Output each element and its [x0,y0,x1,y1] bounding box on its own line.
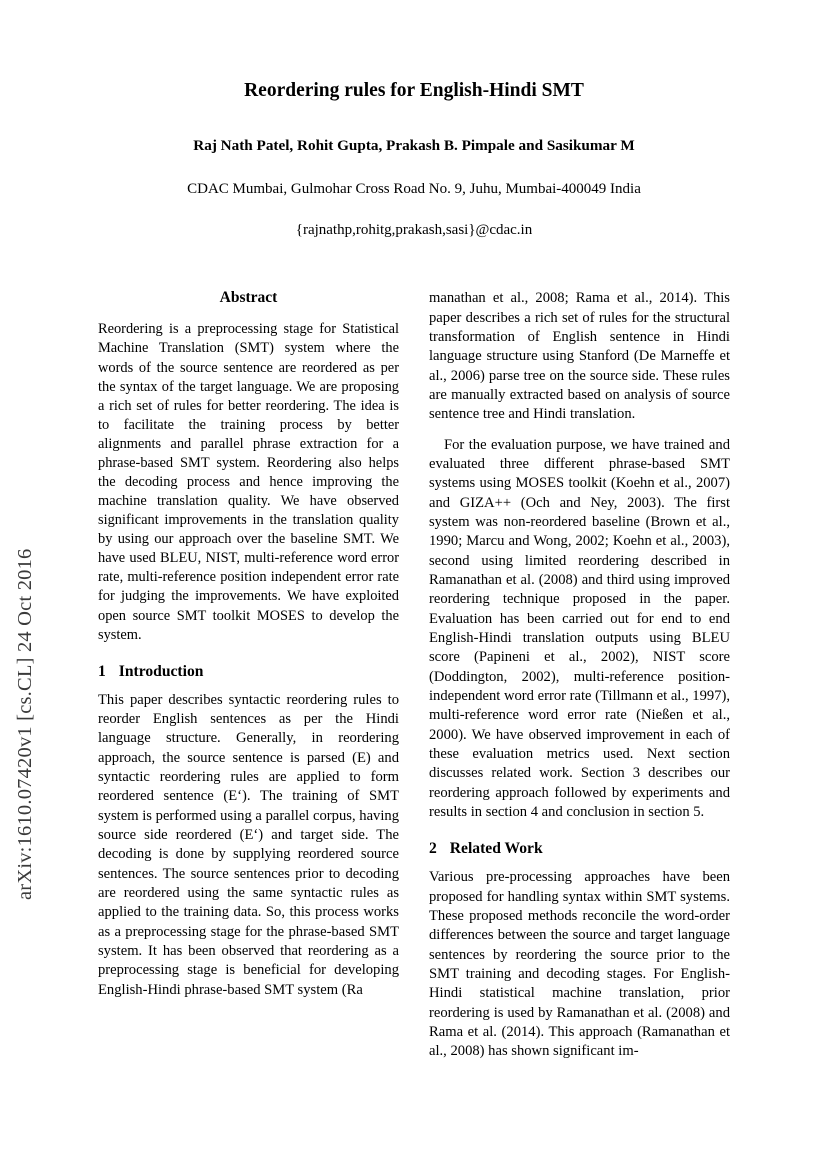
section-number: 2 [429,840,437,858]
paragraph: For the evaluation purpose, we have trained and evaluated three different phrase-based SMT systems using MOSES toolkit (Koehn et al., 2007) and GIZA++ (Och and Ney, 2003). The first system was non-reordered baseline (Brown et al., 1990; Marcu and Wong, 2002; Koehn et al., 2003), second using limited reordering described in Ramanathan et al. (2008) and third using improved reordering technique proposed in the paper. Evaluation has been carried out for end to end English-Hindi translation outputs using BLEU score (Papineni et al., 2002), NIST score (Doddington, 2002), multi-reference position-independent word error rate (Tillmann et al., 1997), multi-reference word error rate (Nießen et al., 2000). We have observed improvement in each of these evaluation metrics used. Next section discusses related work. Section 3 describes our reordering approach followed by experiments and results in section 4 and conclusion in section 5. [429,436,730,820]
abstract-text: Reordering is a preprocessing stage for Statistical Machine Translation (SMT) system where the words of the source sentence are reordered as per the syntax of the target language. We are proposing a rich set of rules for better reordering. The idea is to facilitate the training process by better alignments and parallel phrase extraction for a phrase-based SMT system. Reordering also helps the decoding process and hence improving the machine translation quality. We have observed significant improvements in the translation quality by using our approach over the baseline SMT. We have used BLEU, NIST, multi-reference word error rate, multi-reference position independent error rate for judging the improvements. We have exploited open source SMT toolkit MOSES to develop the system. [98,321,399,643]
right-column [429,289,730,1072]
author-list: Raj Nath Patel, Rohit Gupta, Prakash B. Pimpale and Sasikumar M [193,137,635,155]
section-heading-introduction [98,663,399,681]
paragraph: This paper describes syntactic reordering rules to reorder English sentences as per the Hindi language structure. Generally, in reordering approach, the source sentence is parsed (E) and syntactic reordering rules are applied to form reordered sentence (E‘). The training of SMT system is performed using a parallel corpus, having source side reordered (E‘) and target side. The decoding is done by supplying reordered source sentences. The source sentences prior to decoding are reordered using the same syntactic rules as applied to the training data. So, this process works as a preprocessing stage for the phrase-based SMT system. It has been observed that reordering as a preprocessing stage is beneficial for developing English-Hindi phrase-based SMT system (Ra [98,691,399,998]
section-title: Related Work [449,840,543,858]
section-title: Introduction [118,662,204,680]
abstract-section [98,289,399,644]
paper-content [98,78,730,1072]
paragraph: Various pre-processing approaches have been proposed for handling syntax within SMT systems. These proposed methods reconcile the word-order differences between the source and target language sentences by reordering the source prior to the SMT training and decoding stages. For English-Hindi statistical machine translation, prior reordering is used by Ramanathan et al. (2008) and Rama et al. (2014). This approach (Ramanathan et al., 2008) has shown significant im- [429,869,730,1060]
affiliation: CDAC Mumbai, Gulmohar Cross Road No. 9, Juhu, Mumbai-400049 India [187,181,641,198]
abstract-heading: Abstract [219,289,278,307]
two-column-body [98,289,730,1072]
section-number: 1 [98,662,106,680]
paragraph-continued: manathan et al., 2008; Rama et al., 2014). This paper describes a rich set of rules for the structural transformation of English sentence in Hindi language structure using Stanford (De Marneffe et al., 2006) parse tree on the source side. These rules are manually extracted based on analysis of source sentence tree and Hindi translation. [429,290,730,423]
arxiv-identifier-stamp: arXiv:1610.07420v1 [cs.CL] 24 Oct 2016 [14,548,36,900]
contact-email: {rajnathp,rohitg,prakash,sasi}@cdac.in [295,222,533,239]
left-column [98,289,399,1072]
section-heading-related-work [429,840,730,858]
page-title: Reordering rules for English-Hindi SMT [244,80,584,101]
